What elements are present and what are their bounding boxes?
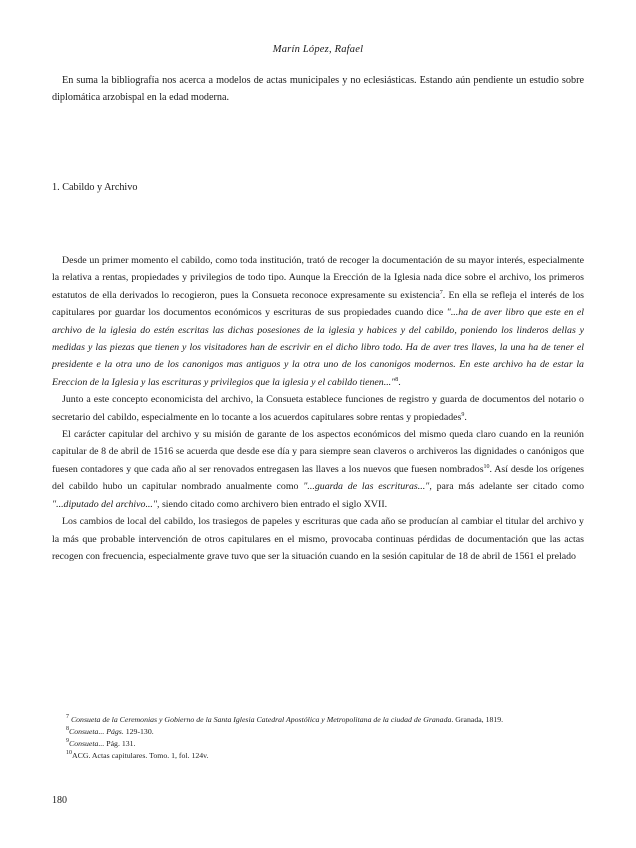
footnote — [52, 726, 584, 738]
footnote-text: Pág. 131. — [104, 739, 136, 748]
footnote-number: 8 — [66, 726, 69, 732]
footnote-text: 129-130. — [123, 727, 154, 736]
text-run: . En ella se refleja el interés de los capitulares por guardar los documentos económicos y escrituras de sus propiedades cuando dice — [52, 289, 584, 319]
quotation: "...diputado del archivo..." — [52, 498, 158, 510]
body-paragraph — [52, 252, 584, 391]
footnote — [52, 750, 584, 762]
footnote-title: Consueta... — [69, 739, 105, 748]
footnote — [52, 714, 584, 726]
footnote-ref[interactable]: 9 — [461, 411, 465, 418]
footnote-number: 7 — [66, 714, 69, 720]
footnote-ref[interactable]: 8 — [395, 376, 399, 383]
text-run: . Así desde los orígenes del cabildo hubo un capitular nombrado anualmente como — [52, 463, 584, 493]
quotation: "...guarda de las escrituras..." — [303, 481, 430, 493]
footnotes — [52, 714, 584, 762]
text-run: . — [398, 376, 401, 388]
footnote-text: . Granada, 1819. — [451, 715, 504, 724]
body-paragraph — [52, 426, 584, 513]
footnote-title: Consueta de la Ceremonias y Gobierno de la Santa Iglesia Catedral Apostólica y Metropolitana de la ciudad de Granada — [70, 715, 452, 724]
text-run: . — [464, 411, 467, 423]
body-paragraph: Los cambios de local del cabildo, los trasiegos de papeles y escrituras que cada año se producían al cambiar el titular del archivo y la más que probable intervención de otros capitulares en el mismo, provocaba continuas pérdidas de documentación que las actas recogen con frecuencia, especialmente grave tuvo que ser la situación cuando en la sesión capitular de 18 de abril de 1561 el prelado — [52, 516, 584, 562]
body-text — [52, 252, 584, 565]
page-number: 180 — [52, 795, 67, 806]
quotation: "...ha de aver libro que este en el archivo de la iglesia do estén escritas las dichas posesiones de la iglesia y habices y del cabildo, poniendo los linderos dellas y medidas y las piezas que tienen y los visitadores han de escrivir en el dicho libro todo. Ha de aver tres llaves, la una ha de tener el presidente e la otra uno de los canonigos mas antiguos y la otra uno de los canonigos modernos. En este archivo ha de estar la Ereccion de la Iglesia y las escrituras y privilegios que la iglesia y el cabildo tienen..." — [52, 307, 584, 388]
footnote-number: 9 — [66, 738, 69, 744]
body-paragraph — [52, 391, 584, 426]
footnote — [52, 738, 584, 750]
text-run: Desde un primer momento el cabildo, como toda institución, trató de recoger la documentación de su mayor interés, especialmente la relativa a rentas, propiedades y privilegios de todo tipo. Aunque la Erección de la Iglesia nada dice sobre el archivo, los primeros estatutos de ella derivados lo recogieron, pues la Consueta reconoce expresamente su existencia — [52, 255, 584, 301]
footnote-ref[interactable]: 10 — [483, 463, 490, 470]
intro-paragraph: En suma la bibliografía nos acerca a modelos de actas municipales y no eclesiásticas. Estando aún pendiente un estudio sobre diplomática arzobispal en la edad moderna. — [52, 75, 584, 103]
footnote-text: ACG. Actas capitulares. Tomo. 1, fol. 124v. — [72, 751, 209, 760]
footnote-number: 10 — [66, 750, 72, 756]
running-header: Marín López, Rafael — [272, 44, 364, 55]
footnote-ref[interactable]: 7 — [439, 289, 443, 296]
text-run: Junto a este concepto economicista del archivo, la Consueta establece funciones de registro y guarda de documentos del notario o secretario del cabildo, especialmente en lo tocante a los acuerdos capitulares sobre rentas y propiedades — [52, 394, 584, 423]
text-run: El carácter capitular del archivo y su misión de garante de los aspectos económicos del mismo queda claro cuando en la reunión capitular de 8 de abril de 1516 se acuerda que desde ese día y para siempre sean claveros o archiveros las dignidades o canónigos que fuesen contadores y que cada año al ser renovados entregasen las llaves a los nuevos que fuesen nombrados — [52, 429, 584, 475]
text-run: , siendo citado como archivero bien entrado el siglo XVII. — [157, 498, 388, 510]
text-run: , para más adelante ser citado como — [429, 481, 585, 493]
section-heading: 1. Cabildo y Archivo — [52, 182, 138, 193]
footnote-title: Consueta... Págs. — [69, 727, 124, 736]
